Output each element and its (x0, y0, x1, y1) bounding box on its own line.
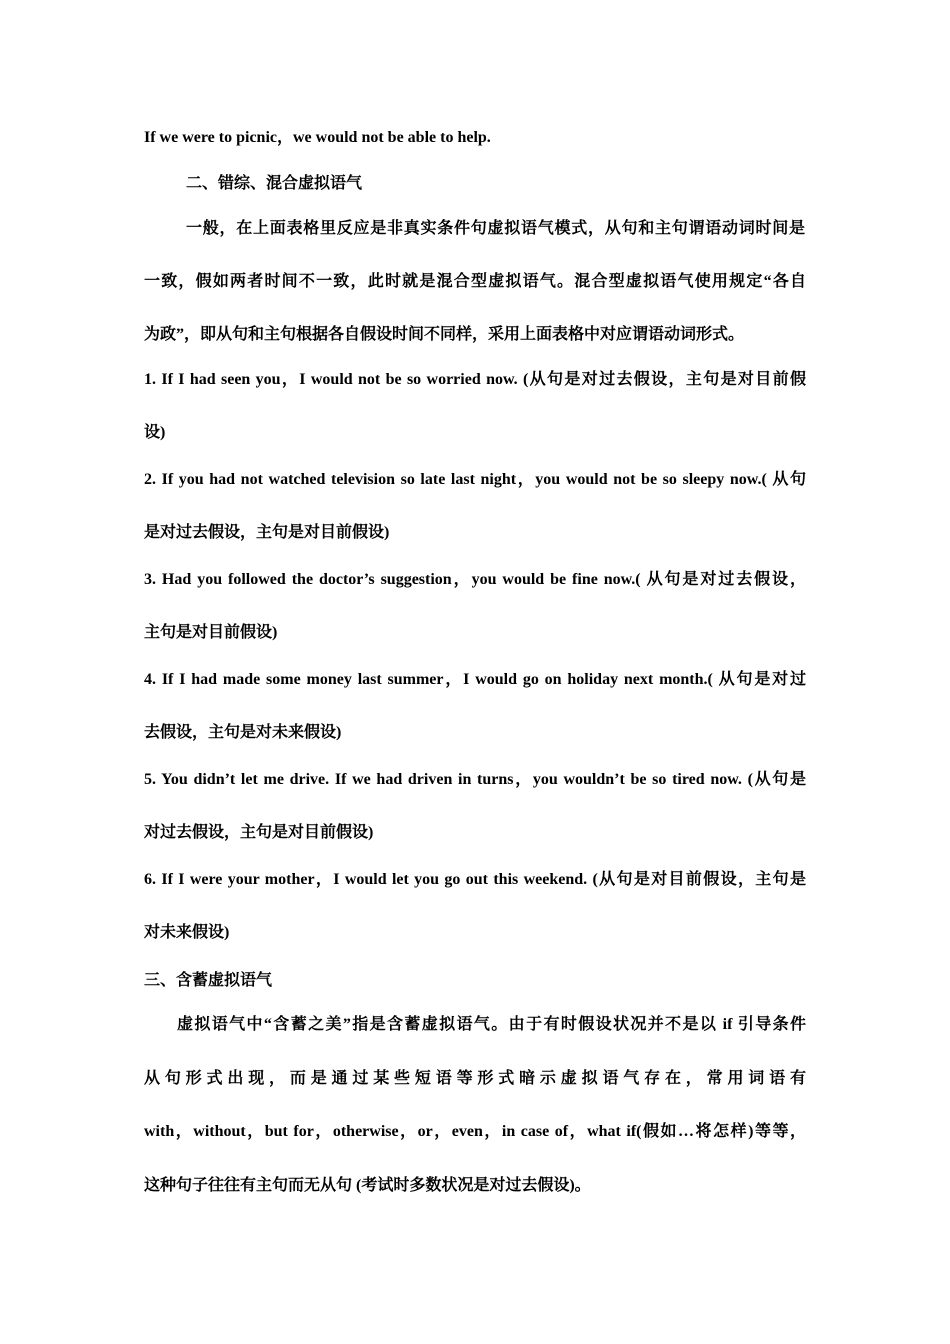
example-line: 设) (144, 424, 166, 441)
example-line: 1. If I had seen you，I would not be so worried now. (从句是对过去假设，主句是对目前假 (144, 371, 806, 388)
paragraph-line: 一般，在上面表格里反应是非真实条件句虚拟语气模式，从句和主句谓语动词时间是 (186, 220, 805, 237)
paragraph-line: 从句形式出现，而是通过某些短语等形式暗示虚拟语气存在，常用词语有 (144, 1070, 806, 1087)
example-line: 2. If you had not watched television so late last night，you would not be so sleepy now.( 从句 (144, 471, 806, 488)
section-heading: 三、含蓄虚拟语气 (144, 972, 273, 989)
example-line: 去假设，主句是对未来假设) (144, 724, 342, 741)
example-line: 是对过去假设，主句是对目前假设) (144, 524, 390, 541)
paragraph-line: 一致，假如两者时间不一致，此时就是混合型虚拟语气。混合型虚拟语气使用规定“各自 (144, 273, 806, 290)
example-line: 6. If I were your mother，I would let you go out this weekend. (从句是对目前假设，主句是 (144, 871, 806, 888)
paragraph-line: 这种句子往往有主句而无从句 (考试时多数状况是对过去假设)。 (144, 1177, 591, 1194)
example-line: 5. You didn’t let me drive. If we had driven in turns，you wouldn’t be so tired now. (从句是 (144, 771, 806, 788)
example-line: 主句是对目前假设) (144, 624, 278, 641)
example-line: 4. If I had made some money last summer，I would go on holiday next month.( 从句是对过 (144, 671, 806, 688)
paragraph-line: with，without，but for，otherwise，or，even，in case of，what if(假如…将怎样)等等， (144, 1123, 806, 1140)
paragraph-line: 为政”，即从句和主句根据各自假设时间不同样，采用上面表格中对应谓语动词形式。 (144, 326, 745, 343)
example-line: 对未来假设) (144, 924, 230, 941)
paragraph-line: 虚拟语气中“含蓄之美”指是含蓄虚拟语气。由于有时假设状况并不是以 if 引导条件 (177, 1016, 806, 1033)
section-heading: 二、错综、混合虚拟语气 (186, 175, 363, 192)
example-line: 3. Had you followed the doctor’s suggestion，you would be fine now.( 从句是对过去假设， (144, 571, 806, 588)
example-line: 对过去假设，主句是对目前假设) (144, 824, 374, 841)
text-line: If we were to picnic，we would not be able to help. (144, 129, 491, 146)
